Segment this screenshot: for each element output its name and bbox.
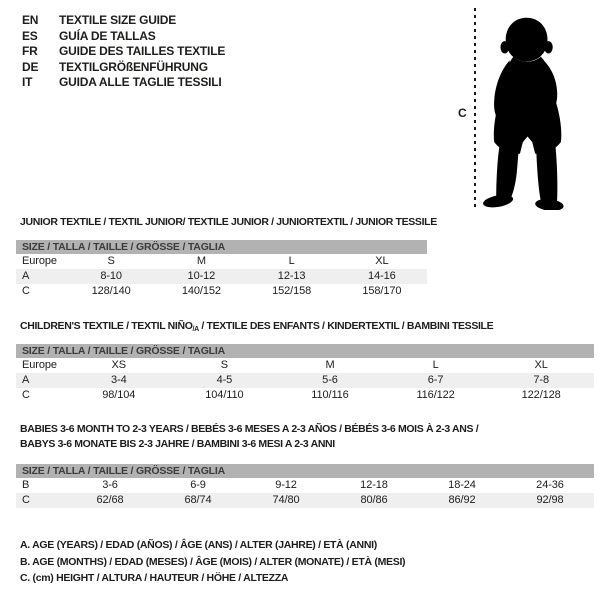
language-code: IT — [22, 75, 33, 90]
babies-size-table — [16, 464, 594, 508]
list-item — [22, 13, 225, 29]
table-row-b — [16, 478, 594, 493]
junior-table-title: JUNIOR TEXTILE / TEXTIL JUNIOR/ TEXTILE JUNIOR / JUNIORTEXTIL / JUNIOR TESSILE — [20, 216, 437, 228]
cell: 12-18 — [360, 479, 388, 491]
cell: 6-9 — [190, 479, 206, 491]
table-row-a — [16, 269, 427, 284]
row-label: C — [22, 389, 30, 401]
column-header: M — [196, 255, 206, 267]
cell: 18-24 — [448, 479, 476, 491]
language-code: ES — [22, 28, 38, 43]
cell: 62/68 — [96, 494, 124, 506]
row-label: Europe — [22, 359, 57, 371]
cell: 24-36 — [536, 479, 564, 491]
cell: 12-13 — [277, 270, 306, 282]
language-title-list — [22, 13, 225, 91]
footnote-a: A. AGE (YEARS) / EDAD (AÑOS) / ÂGE (ANS) / ALTER (JAHRE) / ETÀ (ANNI) — [20, 539, 377, 551]
cell: 110/116 — [311, 389, 349, 401]
table-row-c — [16, 388, 594, 403]
cell: 80/86 — [360, 494, 388, 506]
row-label: C — [22, 494, 30, 506]
toddler-silhouette-icon — [481, 8, 576, 210]
cell: 140/152 — [181, 285, 221, 297]
table-row-c — [16, 493, 594, 508]
language-code: FR — [22, 44, 38, 59]
children-table-title — [20, 320, 493, 333]
table-row-europe — [16, 358, 594, 373]
table-row-a — [16, 373, 594, 388]
column-header: L — [288, 255, 295, 267]
list-item — [22, 75, 225, 91]
column-header: S — [220, 359, 229, 371]
height-measure-dashed-line — [474, 8, 476, 208]
footnote-legend — [20, 537, 405, 587]
height-measure-label: C — [458, 106, 467, 120]
column-header: XS — [111, 359, 127, 371]
column-header: M — [325, 359, 335, 371]
footnote-b: B. AGE (MONTHS) / EDAD (MESES) / ÂGE (MOIS) / ALTER (MONATE) / ETÀ (MESI) — [20, 555, 406, 568]
cell: 10-12 — [187, 270, 216, 282]
column-header: XL — [375, 255, 389, 267]
cell: 14-16 — [368, 270, 396, 282]
language-title: TEXTILGRÖßENFÜHRUNG — [59, 59, 208, 74]
language-title: GUÍA DE TALLAS — [59, 28, 156, 43]
size-header-bar: SIZE / TALLA / TAILLE / GRÖSSE / TAGLIA — [16, 344, 594, 358]
cell: 122/128 — [521, 389, 561, 401]
table-row-c — [16, 284, 427, 299]
cell: 7-8 — [533, 374, 549, 386]
title-text: / TEXTILE DES ENFANTS / KINDERTEXTIL / BAMBINI TESSILE — [198, 320, 494, 332]
cell: 92/98 — [536, 494, 564, 506]
babies-table-title-line2: BABYS 3-6 MONATE BIS 2-3 JAHRE / BAMBINI 3-6 MESI A 2-3 ANNI — [20, 438, 335, 450]
cell: 6-7 — [427, 374, 444, 386]
row-label: A — [22, 270, 30, 282]
table-row-europe — [16, 254, 427, 269]
column-header: XL — [534, 359, 548, 371]
language-code: DE — [22, 59, 39, 74]
cell: 86/92 — [448, 494, 476, 506]
size-header-bar: SIZE / TALLA / TAILLE / GRÖSSE / TAGLIA — [16, 464, 594, 478]
language-title: TEXTILE SIZE GUIDE — [59, 13, 177, 27]
cell: 68/74 — [184, 494, 212, 506]
cell: 9-12 — [275, 479, 297, 491]
column-header: S — [107, 255, 115, 267]
children-size-table — [16, 344, 594, 403]
junior-size-table — [16, 240, 427, 299]
cell: 4-5 — [216, 374, 233, 386]
list-item — [22, 29, 225, 45]
title-subscript: /A — [192, 326, 199, 333]
language-title: GUIDA ALLE TAGLIE TESSILI — [59, 75, 222, 90]
cell: 128/140 — [91, 285, 131, 297]
row-label: A — [22, 374, 30, 386]
row-label: B — [22, 479, 30, 491]
list-item — [22, 60, 225, 76]
cell: 98/104 — [102, 389, 136, 401]
cell: 3-4 — [110, 374, 127, 386]
language-code: EN — [22, 13, 39, 27]
cell: 116/122 — [416, 389, 455, 401]
cell: 158/170 — [362, 285, 402, 297]
cell: 3-6 — [102, 479, 118, 491]
row-label: Europe — [22, 255, 57, 267]
size-header-bar: SIZE / TALLA / TAILLE / GRÖSSE / TAGLIA — [16, 240, 427, 254]
title-text: CHILDREN'S TEXTILE / TEXTIL NIÑO — [20, 320, 193, 332]
cell: 74/80 — [272, 494, 300, 506]
footnote-c: C. (cm) HEIGHT / ALTURA / HAUTEUR / HÖHE / ALTEZZA — [20, 572, 289, 584]
cell: 152/158 — [272, 285, 312, 297]
row-label: C — [22, 285, 30, 297]
cell: 104/110 — [205, 389, 244, 401]
cell: 8-10 — [100, 270, 122, 282]
language-title: GUIDE DES TAILLES TEXTILE — [59, 44, 226, 59]
column-header: L — [432, 359, 439, 371]
cell: 5-6 — [322, 374, 338, 386]
babies-table-title-line1: BABIES 3-6 MONTH TO 2-3 YEARS / BEBÉS 3-6 MESES A 2-3 AÑOS / BÉBÉS 3-6 MOIS À 2-3 ANS / — [20, 423, 479, 435]
list-item — [22, 44, 225, 60]
